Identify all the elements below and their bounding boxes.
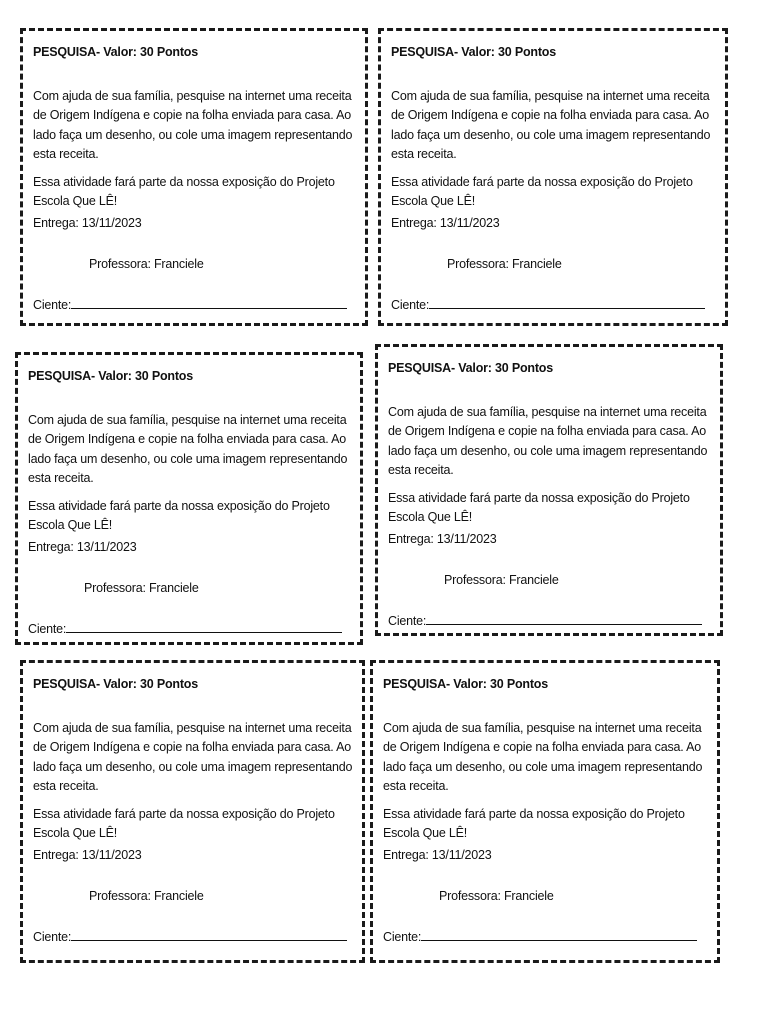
card-note: Essa atividade fará parte da nossa exposição do Projeto Escola Que LÊ! [391, 175, 693, 209]
card-instructions: Com ajuda de sua família, pesquise na internet uma receita de Origem Indígena e copie na folha enviada para casa. Ao lado faça um desenho, ou cole uma imagem representando esta receita. [28, 413, 348, 486]
card-title: PESQUISA- Valor: 30 Pontos [28, 369, 193, 383]
due-date: Entrega: 13/11/2023 [391, 216, 500, 230]
card-instructions: Com ajuda de sua família, pesquise na internet uma receita de Origem Indígena e copie na folha enviada para casa. Ao lado faça um desenho, ou cole uma imagem representando esta receita. [391, 89, 711, 162]
teacher-name: Professora: Franciele [447, 257, 562, 271]
signature-line [429, 295, 705, 309]
activity-card [20, 660, 365, 963]
teacher-name: Professora: Franciele [89, 889, 204, 903]
card-note: Essa atividade fará parte da nossa exposição do Projeto Escola Que LÊ! [28, 499, 330, 533]
card-title: PESQUISA- Valor: 30 Pontos [388, 361, 553, 375]
activity-card [15, 352, 363, 645]
card-instructions: Com ajuda de sua família, pesquise na internet uma receita de Origem Indígena e copie na folha enviada para casa. Ao lado faça um desenho, ou cole uma imagem representando esta receita. [33, 721, 353, 794]
signature-label: Ciente: [383, 930, 422, 944]
card-title: PESQUISA- Valor: 30 Pontos [33, 45, 198, 59]
signature-label: Ciente: [33, 298, 72, 312]
signature-row [28, 619, 342, 639]
card-instructions: Com ajuda de sua família, pesquise na internet uma receita de Origem Indígena e copie na folha enviada para casa. Ao lado faça um desenho, ou cole uma imagem representando esta receita. [388, 405, 708, 478]
signature-row [383, 927, 697, 947]
signature-row [33, 927, 347, 947]
card-instructions: Com ajuda de sua família, pesquise na internet uma receita de Origem Indígena e copie na folha enviada para casa. Ao lado faça um desenho, ou cole uma imagem representando esta receita. [33, 89, 353, 162]
activity-card [20, 28, 368, 326]
signature-label: Ciente: [388, 614, 427, 628]
due-date: Entrega: 13/11/2023 [33, 216, 142, 230]
signature-line [421, 927, 697, 941]
activity-card [370, 660, 720, 963]
due-date: Entrega: 13/11/2023 [383, 848, 492, 862]
signature-label: Ciente: [391, 298, 430, 312]
card-note: Essa atividade fará parte da nossa exposição do Projeto Escola Que LÊ! [33, 175, 335, 209]
signature-row [388, 611, 702, 631]
due-date: Entrega: 13/11/2023 [33, 848, 142, 862]
teacher-name: Professora: Franciele [444, 573, 559, 587]
signature-line [426, 611, 702, 625]
teacher-name: Professora: Franciele [439, 889, 554, 903]
card-title: PESQUISA- Valor: 30 Pontos [33, 677, 198, 691]
card-note: Essa atividade fará parte da nossa exposição do Projeto Escola Que LÊ! [33, 807, 335, 841]
teacher-name: Professora: Franciele [84, 581, 199, 595]
due-date: Entrega: 13/11/2023 [388, 532, 497, 546]
teacher-name: Professora: Franciele [89, 257, 204, 271]
card-title: PESQUISA- Valor: 30 Pontos [383, 677, 548, 691]
activity-card [375, 344, 723, 636]
signature-row [391, 295, 705, 315]
signature-line [66, 619, 342, 633]
signature-line [71, 927, 347, 941]
card-title: PESQUISA- Valor: 30 Pontos [391, 45, 556, 59]
signature-label: Ciente: [28, 622, 67, 636]
due-date: Entrega: 13/11/2023 [28, 540, 137, 554]
signature-label: Ciente: [33, 930, 72, 944]
activity-card [378, 28, 728, 326]
card-note: Essa atividade fará parte da nossa exposição do Projeto Escola Que LÊ! [383, 807, 685, 841]
signature-line [71, 295, 347, 309]
card-instructions: Com ajuda de sua família, pesquise na internet uma receita de Origem Indígena e copie na folha enviada para casa. Ao lado faça um desenho, ou cole uma imagem representando esta receita. [383, 721, 703, 794]
signature-row [33, 295, 347, 315]
card-note: Essa atividade fará parte da nossa exposição do Projeto Escola Que LÊ! [388, 491, 690, 525]
